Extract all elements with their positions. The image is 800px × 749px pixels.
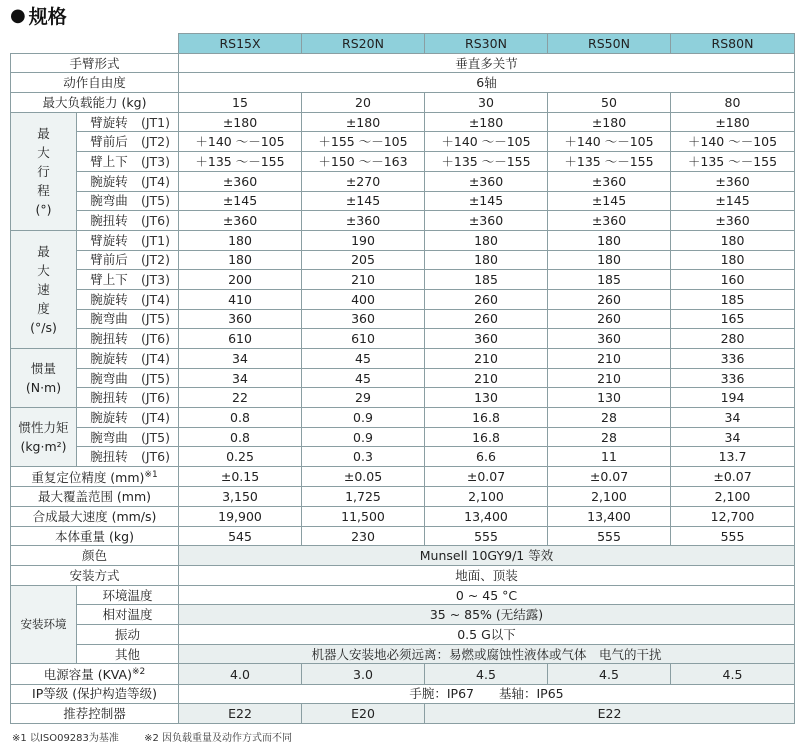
axis-name: 腕旋转 <box>90 409 128 425</box>
axis-code: (JT6) <box>140 449 170 465</box>
moment-group-text <box>26 359 61 397</box>
repeatability-value: ±0.07 <box>425 467 548 487</box>
inertia-value: 28 <box>548 408 671 428</box>
stroke-axis-label <box>77 211 179 231</box>
axis-code: (JT6) <box>140 390 170 406</box>
axis-name: 腕弯曲 <box>90 193 128 209</box>
speed-group-part: (°/s) <box>30 319 57 335</box>
speed-value: 610 <box>179 329 302 349</box>
speed-value: 180 <box>179 230 302 250</box>
stroke-group-part: 大 <box>37 144 50 160</box>
speed-group-part: 大 <box>37 262 50 278</box>
environment-item-value: 机器人安装地必须远离：易燃或腐蚀性液体或气体 电气的干扰 <box>179 644 795 664</box>
moment-value: 336 <box>671 349 795 369</box>
power-row <box>11 664 795 684</box>
payload-value: 15 <box>179 93 302 113</box>
inertia-value: 0.3 <box>302 447 425 467</box>
axis-code: (JT4) <box>140 173 170 189</box>
color-value: Munsell 10GY9/1 等效 <box>179 546 795 566</box>
environment-item-value: 35 ~ 85% (无结露) <box>179 605 795 625</box>
max-speed-value: 11,500 <box>302 506 425 526</box>
speed-value: 185 <box>671 289 795 309</box>
footnote-2: ※2 因负载重量及动作方式而不同 <box>144 733 293 744</box>
stroke-value: ＋135 ～－155 <box>179 152 302 172</box>
speed-axis-label <box>77 270 179 290</box>
stroke-row <box>11 152 795 172</box>
axis-code: (JT4) <box>140 291 170 307</box>
repeatability-value: ±0.07 <box>548 467 671 487</box>
inertia-group-text <box>18 418 68 456</box>
arm-type-row <box>11 53 795 73</box>
axis-code: (JT5) <box>140 429 170 445</box>
stroke-axis-label <box>77 171 179 191</box>
speed-value: 180 <box>425 250 548 270</box>
power-value: 4.0 <box>179 664 302 684</box>
moment-axis-label <box>77 368 179 388</box>
axis-name: 腕扭转 <box>90 331 128 347</box>
ip-value: 手腕：IP67 基轴：IP65 <box>179 684 795 704</box>
speed-value: 360 <box>548 329 671 349</box>
environment-row <box>11 585 795 605</box>
reach-value: 2,100 <box>548 487 671 507</box>
speed-row <box>11 270 795 290</box>
speed-value: 185 <box>425 270 548 290</box>
stroke-value: ±360 <box>671 171 795 191</box>
stroke-value: ±145 <box>302 191 425 211</box>
moment-value: 194 <box>671 388 795 408</box>
speed-value: 180 <box>671 250 795 270</box>
speed-group-label <box>11 230 77 348</box>
controller-row <box>11 704 795 724</box>
inertia-value: 0.8 <box>179 427 302 447</box>
axis-code: (JT6) <box>140 331 170 347</box>
moment-value: 29 <box>302 388 425 408</box>
environment-row <box>11 605 795 625</box>
dof-label-text: 动作自由度 <box>63 75 126 91</box>
max-speed-label-text: 合成最大速度 (mm/s) <box>32 508 157 524</box>
inertia-value: 34 <box>671 408 795 428</box>
axis-code: (JT3) <box>140 272 170 288</box>
section-title <box>10 2 67 28</box>
moment-axis-label <box>77 388 179 408</box>
speed-value: 610 <box>302 329 425 349</box>
axis-name: 腕旋转 <box>90 173 128 189</box>
mass-label <box>11 526 179 546</box>
stroke-value: ＋140 ～－105 <box>425 132 548 152</box>
speed-value: 180 <box>548 250 671 270</box>
inertia-value: 16.8 <box>425 408 548 428</box>
speed-value: 400 <box>302 289 425 309</box>
stroke-row <box>11 132 795 152</box>
inertia-row <box>11 447 795 467</box>
speed-value: 360 <box>302 309 425 329</box>
speed-value: 160 <box>671 270 795 290</box>
stroke-value: ＋135 ～－155 <box>425 152 548 172</box>
environment-item-value: 0 ~ 45 °C <box>179 585 795 605</box>
moment-value: 130 <box>548 388 671 408</box>
stroke-value: ±145 <box>671 191 795 211</box>
speed-axis-label <box>77 289 179 309</box>
mass-value: 545 <box>179 526 302 546</box>
speed-value: 280 <box>671 329 795 349</box>
speed-value: 260 <box>548 289 671 309</box>
stroke-value: ±145 <box>179 191 302 211</box>
inertia-axis-label <box>77 447 179 467</box>
speed-axis-label <box>77 329 179 349</box>
inertia-value: 34 <box>671 427 795 447</box>
power-value: 4.5 <box>671 664 795 684</box>
stroke-value: ＋140 ～－105 <box>548 132 671 152</box>
stroke-value: ±180 <box>179 112 302 132</box>
speed-value: 190 <box>302 230 425 250</box>
environment-row <box>11 625 795 645</box>
stroke-value: ＋140 ～－105 <box>671 132 795 152</box>
reach-label-text: 最大覆盖范围 (mm) <box>37 489 152 505</box>
moment-group-label <box>11 349 77 408</box>
axis-name: 臂前后 <box>90 134 128 150</box>
speed-value: 180 <box>548 230 671 250</box>
speed-row <box>11 329 795 349</box>
speed-axis-label <box>77 230 179 250</box>
speed-value: 410 <box>179 289 302 309</box>
arm-type-label <box>11 53 179 73</box>
repeatability-label <box>11 467 179 487</box>
axis-code: (JT2) <box>140 134 170 150</box>
stroke-value: ±360 <box>548 171 671 191</box>
inertia-value: 13.7 <box>671 447 795 467</box>
stroke-value: ±360 <box>425 171 548 191</box>
axis-code: (JT1) <box>140 114 170 130</box>
axis-code: (JT5) <box>140 311 170 327</box>
stroke-value: ±360 <box>671 211 795 231</box>
inertia-group-part: (kg·m²) <box>20 439 67 455</box>
inertia-value: 6.6 <box>425 447 548 467</box>
moment-group-part: 惯量 <box>30 361 56 377</box>
axis-name: 腕扭转 <box>90 213 128 229</box>
stroke-value: ±180 <box>302 112 425 132</box>
moment-row <box>11 349 795 369</box>
speed-value: 360 <box>179 309 302 329</box>
repeatability-label-text: 重复定位精度 (mm) <box>31 470 145 486</box>
environment-item-label: 其他 <box>77 644 179 664</box>
axis-code: (JT6) <box>140 213 170 229</box>
moment-axis-label <box>77 349 179 369</box>
max-speed-row <box>11 506 795 526</box>
controller-label <box>11 704 179 724</box>
axis-name: 腕旋转 <box>90 291 128 307</box>
speed-group-part: 最 <box>37 243 50 259</box>
speed-value: 200 <box>179 270 302 290</box>
reach-value: 1,725 <box>302 487 425 507</box>
controller-value: E22 <box>179 704 302 724</box>
moment-value: 210 <box>425 368 548 388</box>
environment-item-label: 相对温度 <box>77 605 179 625</box>
inertia-value: 11 <box>548 447 671 467</box>
speed-row <box>11 250 795 270</box>
repeatability-value: ±0.07 <box>671 467 795 487</box>
moment-value: 45 <box>302 349 425 369</box>
speed-group-part: 速 <box>37 281 50 297</box>
axis-code: (JT5) <box>140 193 170 209</box>
inertia-value: 16.8 <box>425 427 548 447</box>
header-row <box>11 34 795 54</box>
stroke-group-label <box>11 112 77 230</box>
environment-item-label: 振动 <box>77 625 179 645</box>
dof-value: 6轴 <box>179 73 795 93</box>
moment-value: 22 <box>179 388 302 408</box>
axis-name: 腕弯曲 <box>90 311 128 327</box>
header-blank <box>11 34 179 54</box>
environment-row <box>11 644 795 664</box>
speed-axis-label <box>77 250 179 270</box>
spec-table <box>10 33 795 724</box>
color-label <box>11 546 179 566</box>
ip-label-text: IP等级 (保护构造等级) <box>32 686 157 702</box>
inertia-axis-label <box>77 427 179 447</box>
stroke-row <box>11 211 795 231</box>
controller-label-text: 推荐控制器 <box>63 706 126 722</box>
max-speed-label <box>11 506 179 526</box>
payload-value: 30 <box>425 93 548 113</box>
reach-label <box>11 487 179 507</box>
max-speed-value: 19,900 <box>179 506 302 526</box>
stroke-row <box>11 171 795 191</box>
axis-name: 臂上下 <box>90 272 128 288</box>
speed-row <box>11 230 795 250</box>
repeatability-row <box>11 467 795 487</box>
moment-value: 34 <box>179 349 302 369</box>
speed-row <box>11 289 795 309</box>
speed-value: 185 <box>548 270 671 290</box>
stroke-axis-label <box>77 191 179 211</box>
inertia-value: 0.8 <box>179 408 302 428</box>
mass-value: 555 <box>671 526 795 546</box>
max-speed-value: 13,400 <box>425 506 548 526</box>
stroke-value: ±145 <box>425 191 548 211</box>
color-row <box>11 546 795 566</box>
moment-value: 45 <box>302 368 425 388</box>
stroke-axis-label <box>77 112 179 132</box>
stroke-group-part: 最 <box>37 125 50 141</box>
controller-value: E22 <box>425 704 795 724</box>
stroke-group-part: 行 <box>37 163 50 179</box>
axis-code: (JT4) <box>140 409 170 425</box>
stroke-value: ±360 <box>302 211 425 231</box>
inertia-value: 0.9 <box>302 408 425 428</box>
speed-value: 360 <box>425 329 548 349</box>
payload-label <box>11 93 179 113</box>
moment-value: 210 <box>548 349 671 369</box>
payload-value: 20 <box>302 93 425 113</box>
inertia-value: 28 <box>548 427 671 447</box>
mounting-label-text: 安装方式 <box>69 567 120 583</box>
stroke-value: ±180 <box>548 112 671 132</box>
axis-name: 腕旋转 <box>90 350 128 366</box>
model-header: RS30N <box>425 34 548 54</box>
moment-row <box>11 368 795 388</box>
model-header: RS15X <box>179 34 302 54</box>
moment-row <box>11 388 795 408</box>
axis-name: 臂上下 <box>90 153 128 169</box>
inertia-row <box>11 427 795 447</box>
speed-value: 180 <box>425 230 548 250</box>
stroke-value: ＋135 ～－155 <box>671 152 795 172</box>
speed-value: 260 <box>425 309 548 329</box>
moment-value: 34 <box>179 368 302 388</box>
speed-value: 210 <box>302 270 425 290</box>
stroke-value: ＋135 ～－155 <box>548 152 671 172</box>
reach-value: 2,100 <box>671 487 795 507</box>
mass-value: 555 <box>425 526 548 546</box>
model-header: RS80N <box>671 34 795 54</box>
repeatability-value: ±0.15 <box>179 467 302 487</box>
stroke-row <box>11 191 795 211</box>
mounting-value: 地面、顶装 <box>179 566 795 586</box>
stroke-row <box>11 112 795 132</box>
model-header: RS20N <box>302 34 425 54</box>
axis-name: 臂旋转 <box>90 114 128 130</box>
arm-type-value: 垂直多关节 <box>179 53 795 73</box>
speed-group-part: 度 <box>37 300 50 316</box>
speed-value: 260 <box>425 289 548 309</box>
stroke-value: ＋155 ～－105 <box>302 132 425 152</box>
stroke-value: ＋150 ～－163 <box>302 152 425 172</box>
mass-value: 555 <box>548 526 671 546</box>
mass-label-text: 本体重量 (kg) <box>55 528 134 544</box>
moment-group-part: (N·m) <box>25 380 62 396</box>
repeatability-value: ±0.05 <box>302 467 425 487</box>
stroke-value: ±180 <box>425 112 548 132</box>
payload-label-text: 最大负载能力 (kg) <box>42 94 147 110</box>
axis-code: (JT4) <box>140 350 170 366</box>
axis-name: 腕弯曲 <box>90 370 128 386</box>
mounting-label <box>11 566 179 586</box>
speed-value: 180 <box>179 250 302 270</box>
model-header: RS50N <box>548 34 671 54</box>
axis-code: (JT3) <box>140 153 170 169</box>
ip-row <box>11 684 795 704</box>
stroke-value: ±360 <box>179 211 302 231</box>
speed-value: 205 <box>302 250 425 270</box>
footnote-1: ※1 以ISO09283为基准 <box>12 733 119 744</box>
mass-value: 230 <box>302 526 425 546</box>
stroke-axis-label <box>77 132 179 152</box>
stroke-value: ±270 <box>302 171 425 191</box>
environment-group-label: 安装环境 <box>11 585 77 664</box>
stroke-value: ＋140 ～－105 <box>179 132 302 152</box>
inertia-value: 0.9 <box>302 427 425 447</box>
inertia-value: 0.25 <box>179 447 302 467</box>
speed-value: 180 <box>671 230 795 250</box>
payload-value: 50 <box>548 93 671 113</box>
axis-code: (JT5) <box>140 370 170 386</box>
speed-value: 260 <box>548 309 671 329</box>
power-label-text: 电源容量 (KVA) <box>43 667 132 683</box>
speed-axis-label <box>77 309 179 329</box>
arm-type-label-text: 手臂形式 <box>69 55 120 71</box>
moment-value: 336 <box>671 368 795 388</box>
axis-name: 臂旋转 <box>90 232 128 248</box>
power-value: 4.5 <box>425 664 548 684</box>
max-speed-value: 12,700 <box>671 506 795 526</box>
max-speed-value: 13,400 <box>548 506 671 526</box>
stroke-value: ±180 <box>671 112 795 132</box>
inertia-axis-label <box>77 408 179 428</box>
power-note: ※2 <box>131 667 146 678</box>
axis-code: (JT2) <box>140 252 170 268</box>
payload-value: 80 <box>671 93 795 113</box>
environment-item-label: 环境温度 <box>77 585 179 605</box>
moment-value: 210 <box>425 349 548 369</box>
reach-value: 3,150 <box>179 487 302 507</box>
footnotes <box>12 729 314 744</box>
dof-row <box>11 73 795 93</box>
dof-label <box>11 73 179 93</box>
reach-value: 2,100 <box>425 487 548 507</box>
power-label <box>11 664 179 684</box>
stroke-group-text <box>35 124 51 219</box>
stroke-value: ±145 <box>548 191 671 211</box>
section-title-text: 规格 <box>28 5 67 28</box>
reach-row <box>11 487 795 507</box>
axis-name: 腕扭转 <box>90 449 128 465</box>
stroke-value: ±360 <box>425 211 548 231</box>
inertia-row <box>11 408 795 428</box>
inertia-group-part: 惯性力矩 <box>18 420 69 436</box>
moment-value: 130 <box>425 388 548 408</box>
axis-name: 腕弯曲 <box>90 429 128 445</box>
power-value: 3.0 <box>302 664 425 684</box>
speed-group-text <box>30 242 57 337</box>
controller-value: E20 <box>302 704 425 724</box>
inertia-group-label <box>11 408 77 467</box>
power-value: 4.5 <box>548 664 671 684</box>
mass-row <box>11 526 795 546</box>
repeatability-note: ※1 <box>144 470 158 481</box>
bullet-dot-icon: ● <box>10 4 26 26</box>
stroke-group-part: 程 <box>37 182 50 198</box>
stroke-value: ±360 <box>179 171 302 191</box>
axis-code: (JT1) <box>140 232 170 248</box>
stroke-group-part: (°) <box>35 201 52 217</box>
ip-label <box>11 684 179 704</box>
mounting-row <box>11 566 795 586</box>
payload-row <box>11 93 795 113</box>
color-label-text: 颜色 <box>81 548 107 564</box>
stroke-value: ±360 <box>548 211 671 231</box>
environment-item-value: 0.5 G以下 <box>179 625 795 645</box>
moment-value: 210 <box>548 368 671 388</box>
stroke-axis-label <box>77 152 179 172</box>
axis-name: 腕扭转 <box>90 390 128 406</box>
speed-value: 165 <box>671 309 795 329</box>
speed-row <box>11 309 795 329</box>
axis-name: 臂前后 <box>90 252 128 268</box>
